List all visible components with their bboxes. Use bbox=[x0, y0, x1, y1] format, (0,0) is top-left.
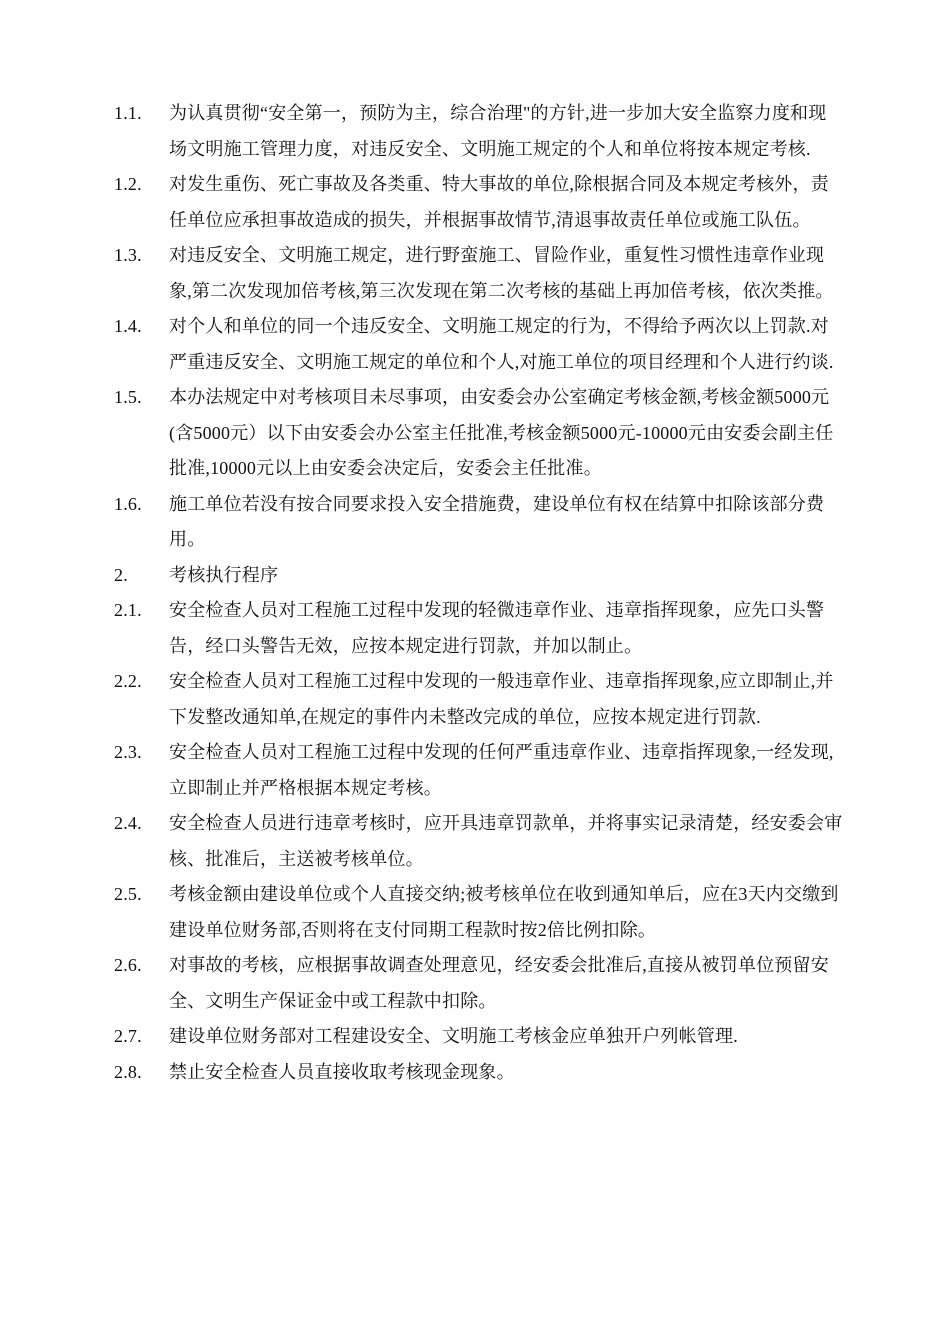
clause-2-8 bbox=[114, 1055, 844, 1091]
clause-text: 施工单位若没有按合同要求投入安全措施费，建设单位有权在结算中扣除该部分费用。 bbox=[169, 493, 825, 549]
clause-number: 1.6. bbox=[114, 493, 142, 514]
clause-1-1 bbox=[114, 96, 844, 167]
clause-text: 安全检查人员对工程施工过程中发现的一般违章作业、违章指挥现象,应立即制止,并下发整改通知单,在规定的事件内未整改完成的单位，应按本规定进行罚款. bbox=[169, 671, 834, 727]
clause-1-3 bbox=[114, 238, 844, 309]
section-title: 考核执行程序 bbox=[169, 564, 279, 585]
clause-number: 2.6. bbox=[114, 955, 142, 975]
clause-number: 1.1. bbox=[114, 103, 142, 123]
clause-number: 2.5. bbox=[114, 884, 142, 904]
clause-1-2 bbox=[114, 167, 844, 238]
clause-number: 2.4. bbox=[114, 813, 142, 833]
clause-text: 本办法规定中对考核项目未尽事项，由安委会办公室确定考核金额,考核金额5000元(含5000元）以下由安委会办公室主任批准,考核金额5000元-10000元由安委会副主任批准,10000元以上由安委会决定后，安委会主任批准。 bbox=[169, 387, 834, 478]
clause-2-1 bbox=[114, 593, 844, 664]
clause-text: 建设单位财务部对工程建设安全、文明施工考核金应单独开户列帐管理. bbox=[169, 1026, 738, 1046]
clause-number: 1.3. bbox=[114, 245, 142, 265]
clause-2-3 bbox=[114, 735, 844, 806]
section-heading-2 bbox=[114, 558, 844, 594]
clause-number: 2.1. bbox=[114, 600, 142, 620]
clause-number: 2.8. bbox=[114, 1061, 142, 1082]
clause-number: 2.3. bbox=[114, 742, 142, 762]
clause-text: 禁止安全检查人员直接收取考核现金现象。 bbox=[169, 1061, 515, 1082]
section-number: 2. bbox=[114, 564, 128, 585]
clause-1-6 bbox=[114, 487, 844, 558]
clause-text: 安全检查人员进行违章考核时，应开具违章罚款单，并将事实记录清楚，经安委会审核、批准后，主送被考核单位。 bbox=[169, 813, 843, 869]
clause-text: 安全检查人员对工程施工过程中发现的轻微违章作业、违章指挥现象，应先口头警告，经口头警告无效，应按本规定进行罚款，并加以制止。 bbox=[169, 600, 825, 656]
clause-list bbox=[114, 96, 844, 1090]
clause-text: 对个人和单位的同一个违反安全、文明施工规定的行为，不得给予两次以上罚款.对严重违反安全、文明施工规定的单位和个人,对施工单位的项目经理和个人进行约谈. bbox=[169, 316, 834, 372]
clause-text: 安全检查人员对工程施工过程中发现的任何严重违章作业、违章指挥现象,一经发现,立即制止并严格根据本规定考核。 bbox=[169, 742, 834, 798]
clause-number: 1.2. bbox=[114, 174, 142, 194]
clause-text: 为认真贯彻“安全第一，预防为主，综合治理"的方针,进一步加大安全监察力度和现场文明施工管理力度，对违反安全、文明施工规定的个人和单位将按本规定考核. bbox=[169, 103, 827, 159]
clause-text: 对发生重伤、死亡事故及各类重、特大事故的单位,除根据合同及本规定考核外，责任单位应承担事故造成的损失，并根据事故情节,清退事故责任单位或施工队伍。 bbox=[169, 174, 829, 230]
clause-number: 2.2. bbox=[114, 671, 142, 691]
clause-2-7 bbox=[114, 1019, 844, 1055]
clause-1-5 bbox=[114, 380, 844, 487]
clause-text: 对违反安全、文明施工规定，进行野蛮施工、冒险作业，重复性习惯性违章作业现象,第二次发现加倍考核,第三次发现在第二次考核的基础上再加倍考核，依次类推。 bbox=[169, 245, 834, 301]
clause-2-4 bbox=[114, 806, 844, 877]
clause-1-4 bbox=[114, 309, 844, 380]
clause-2-6 bbox=[114, 948, 844, 1019]
clause-number: 1.5. bbox=[114, 387, 142, 407]
clause-2-5 bbox=[114, 877, 844, 948]
clause-number: 1.4. bbox=[114, 316, 142, 336]
clause-text: 考核金额由建设单位或个人直接交纳;被考核单位在收到通知单后，应在3天内交缴到建设单位财务部,否则将在支付同期工程款时按2倍比例扣除。 bbox=[169, 884, 839, 940]
clause-text: 对事故的考核，应根据事故调查处理意见，经安委会批准后,直接从被罚单位预留安全、文明生产保证金中或工程款中扣除。 bbox=[169, 955, 829, 1011]
clause-number: 2.7. bbox=[114, 1026, 142, 1046]
clause-2-2 bbox=[114, 664, 844, 735]
